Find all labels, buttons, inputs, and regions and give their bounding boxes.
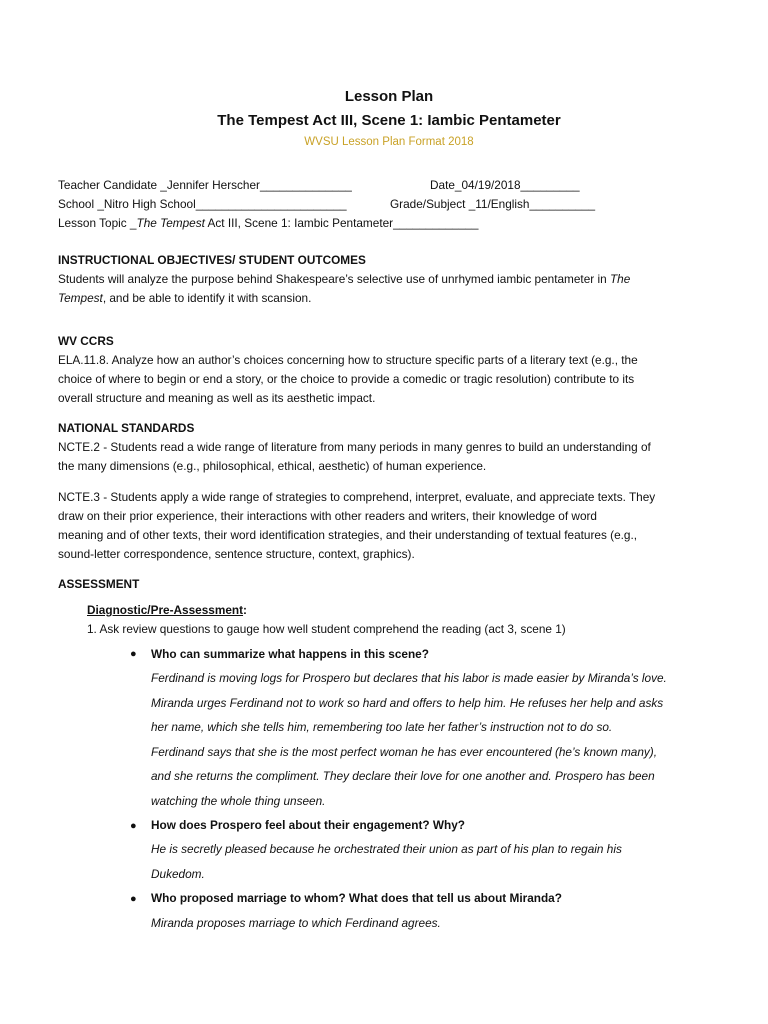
diagnostic-label xyxy=(87,603,247,617)
objectives-line-1-text: Students will analyze the purpose behind Shakespeare’s selective use of unrhymed iambic pentameter in xyxy=(58,272,610,286)
school-name: School _Nitro High School_______________________ xyxy=(58,197,347,211)
question-1: Who can summarize what happens in this scene? xyxy=(151,647,429,661)
doc-subtitle: The Tempest Act III, Scene 1: Iambic Pentameter xyxy=(217,112,561,129)
answer-3-line: Miranda proposes marriage to which Ferdinand agrees. xyxy=(151,916,441,930)
answer-2-line: He is secretly pleased because he orchestrated their union as part of his plan to regain his xyxy=(151,842,622,856)
assessment-item-1: 1. Ask review questions to gauge how well student comprehend the reading (act 3, scene 1) xyxy=(87,622,566,636)
objectives-line-2-text: , and be able to identify it with scansion. xyxy=(102,291,312,305)
lesson-topic-prefix: Lesson Topic _ xyxy=(58,216,137,230)
objectives-line-1-italic: The xyxy=(609,272,631,286)
bullet-icon: ● xyxy=(130,893,137,905)
answer-1-line: watching the whole thing unseen. xyxy=(151,794,326,808)
bullet-icon: ● xyxy=(130,648,137,660)
lesson-topic-title: The Tempest xyxy=(136,216,205,230)
question-2: How does Prospero feel about their engagement? Why? xyxy=(151,818,465,832)
lesson-date: Date_04/19/2018_________ xyxy=(430,178,580,192)
ncte3-line: draw on their prior experience, their interactions with other readers and writers, their knowledge of word xyxy=(58,509,597,523)
question-3: Who proposed marriage to whom? What does that tell us about Miranda? xyxy=(151,891,562,905)
lesson-topic xyxy=(58,216,478,230)
answer-1-line: Ferdinand is moving logs for Prospero but declares that his labor is made easier by Miranda’s love. xyxy=(151,671,667,685)
diagnostic-label-colon: : xyxy=(243,603,247,617)
teacher-candidate: Teacher Candidate _Jennifer Herscher______________ xyxy=(58,178,352,192)
wvccrs-line: choice of where to begin or end a story, or the choice to provide a comedic or tragic resolution) contribute to its xyxy=(58,372,635,386)
ncte2-line: NCTE.2 - Students read a wide range of literature from many periods in many genres to build an understanding of xyxy=(58,440,651,454)
grade-subject: Grade/Subject _11/English__________ xyxy=(390,197,596,211)
assessment-heading: ASSESSMENT xyxy=(58,577,140,591)
answer-1-line: Ferdinand says that she is the most perfect woman he has ever encountered (he’s known many), xyxy=(151,745,658,759)
objectives-line-2-italic: Tempest xyxy=(58,291,103,305)
answer-1-line: her name, which she tells him, remembering too late her father’s instruction not to do so. xyxy=(151,720,613,734)
format-label: WVSU Lesson Plan Format 2018 xyxy=(304,136,474,148)
bullet-icon: ● xyxy=(130,820,137,832)
wvccrs-line: overall structure and meaning as well as its aesthetic impact. xyxy=(58,391,376,405)
answer-2-line: Dukedom. xyxy=(151,867,205,881)
objectives-line-2 xyxy=(58,291,311,305)
diagnostic-label-text: Diagnostic/Pre-Assessment xyxy=(87,603,244,617)
objectives-heading: INSTRUCTIONAL OBJECTIVES/ STUDENT OUTCOMES xyxy=(58,253,366,267)
ncte3-line: sound-letter correspondence, sentence structure, context, graphics). xyxy=(58,547,415,561)
lesson-topic-suffix: Act III, Scene 1: Iambic Pentameter_____________ xyxy=(204,216,479,230)
ncte3-line: NCTE.3 - Students apply a wide range of strategies to comprehend, interpret, evaluate, and appreciate texts. They xyxy=(58,490,656,504)
wvccrs-line: ELA.11.8. Analyze how an author’s choices concerning how to structure specific parts of a literary text (e.g., the xyxy=(58,353,638,367)
ncte2-line: the many dimensions (e.g., philosophical, ethical, aesthetic) of human experience. xyxy=(58,459,487,473)
wvccrs-heading: WV CCRS xyxy=(58,334,114,348)
objectives-line-1 xyxy=(58,272,630,286)
national-standards-heading: NATIONAL STANDARDS xyxy=(58,421,195,435)
doc-title: Lesson Plan xyxy=(344,88,434,105)
ncte3-line: meaning and of other texts, their word identification strategies, and their understanding of textual features (e.g., xyxy=(58,528,638,542)
answer-1-line: and she returns the compliment. They declare their love for one another and. Prospero has been xyxy=(151,769,655,783)
answer-1-line: Miranda urges Ferdinand not to work so hard and offers to help him. He refuses her help and asks xyxy=(151,696,664,710)
